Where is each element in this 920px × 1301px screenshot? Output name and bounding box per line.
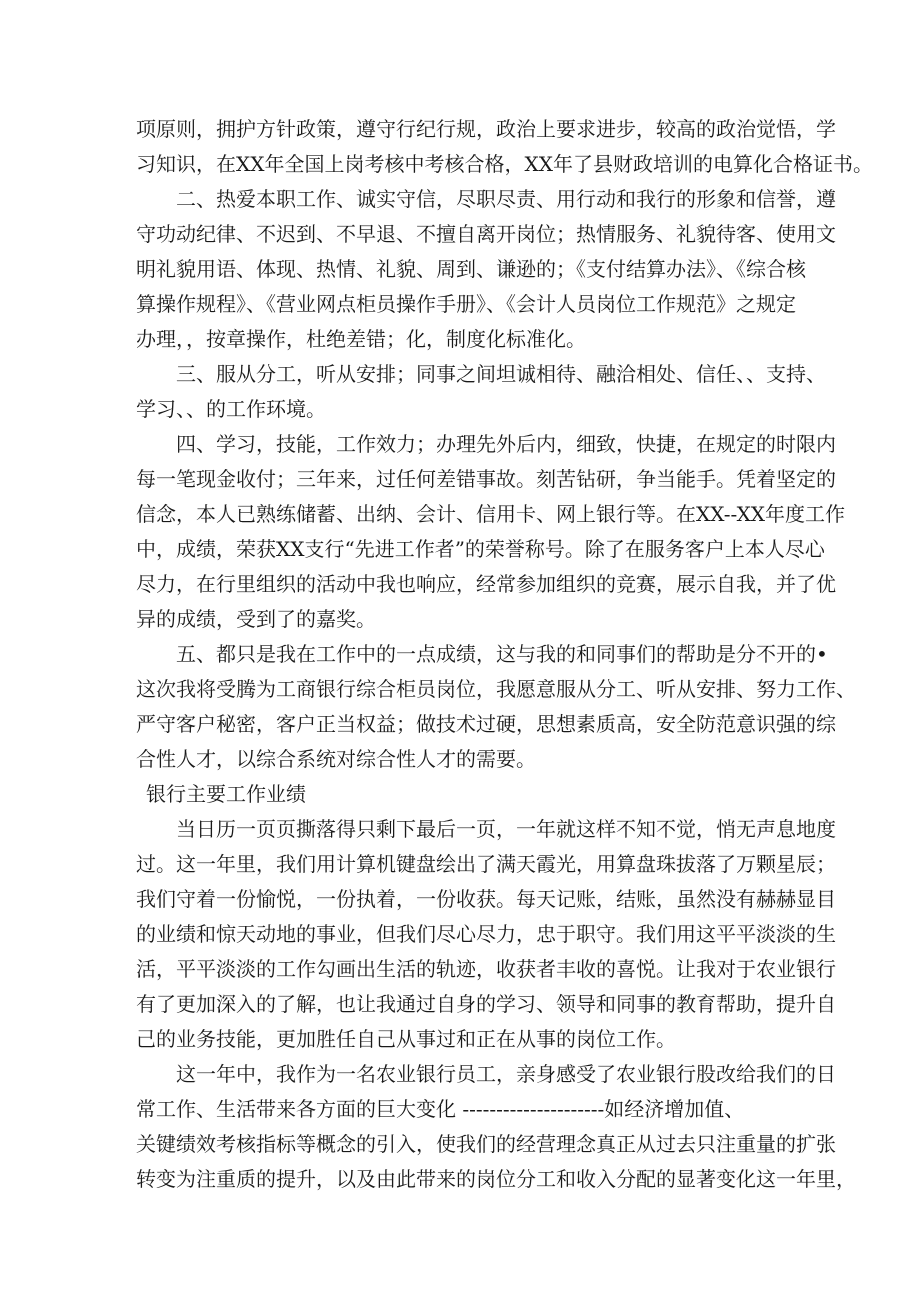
text-line: 活，平平淡淡的工作勾画出生活的轨迹，收获者丰收的喜悦。让我对于农业银行 xyxy=(136,957,836,981)
paragraph-start: 这一年中，我作为一名农业银行员工，亲身感受了农业银行股改给我们的日 xyxy=(176,1062,836,1086)
text-line: 合性人才，以综合系统对综合性人才的需要。 xyxy=(136,747,536,771)
section-heading: 银行主要工作业绩 xyxy=(146,782,306,806)
text-line: 信念，本人已熟练储蓄、出纳、会计、信用卡、网上银行等。在XX--XX年度工作 xyxy=(136,502,846,526)
text-line: 办理，，按章操作，杜绝差错；化，制度化标准化。 xyxy=(136,327,586,351)
text-line: 严守客户秘密，客户正当权益；做技术过硬，思想素质高，安全防范意识强的综 xyxy=(136,712,836,736)
text-line: 有了更加深入的了解，也让我通过自身的学习、领导和同事的教育帮助，提升自 xyxy=(136,992,836,1016)
paragraph-start: 四、学习，技能，工作效力；办理先外后内，细致，快捷，在规定的时限内 xyxy=(176,432,836,456)
text-line: 我们守着一份愉悦，一份执着，一份收获。每天记账，结账，虽然没有赫赫显目 xyxy=(136,887,836,911)
text-line: 常工作、生活带来各方面的巨大变化 ---------------------如经济增加值、 xyxy=(136,1097,745,1121)
paragraph-start: 当日历一页页撕落得只剩下最后一页，一年就这样不知不觉，悄无声息地度 xyxy=(176,817,836,841)
text-line: 算操作规程》、《营业网点柜员操作手册》、《会计人员岗位工作规范》之规定 xyxy=(136,292,796,316)
text-line: 过。这一年里，我们用计算机键盘绘出了满天霞光，用算盘珠拔落了万颗星辰； xyxy=(136,852,836,876)
paragraph-start: 二、热爱本职工作、诚实守信，尽职尽责、用行动和我行的形象和信誉，遵 xyxy=(176,187,836,211)
text-line: 中，成绩，荣获XX支行“先进工作者”的荣誉称号。除了在服务客户上本人尽心 xyxy=(136,537,825,561)
paragraph-start: 三、服从分工，听从安排；同事之间坦诚相待、融洽相处、信任、、支持、 xyxy=(176,362,826,386)
text-line: 项原则，拥护方针政策，遵守行纪行规，政治上要求进步，较高的政治觉悟，学 xyxy=(136,117,836,141)
text-line: 转变为注重质的提升，以及由此带来的岗位分工和收入分配的显著变化这一年里， xyxy=(136,1167,856,1191)
text-line: 异的成绩，受到了的嘉奖。 xyxy=(136,607,376,631)
text-line: 这次我将受腾为工商银行综合柜员岗位，我愿意服从分工、听从安排、努力工作、 xyxy=(136,677,856,701)
text-line: 己的业务技能，更加胜任自己从事过和正在从事的岗位工作。 xyxy=(136,1027,676,1051)
text-line: 习知识，在XX年全国上岗考核中考核合格，XX年了县财政培训的电算化合格证书。 xyxy=(136,152,873,176)
paragraph-start: 五、都只是我在工作中的一点成绩，这与我的和同事们的帮助是分不开的• xyxy=(176,642,828,666)
text-line: 每一笔现金收付；三年来，过任何差错事故。刻苦钻研，争当能手。凭着坚定的 xyxy=(136,467,836,491)
text-line: 尽力，在行里组织的活动中我也响应，经常参加组织的竞赛，展示自我，并了优 xyxy=(136,572,836,596)
text-line: 学习、、的工作环境。 xyxy=(136,397,326,421)
text-line: 明礼貌用语、体现、热情、礼貌、周到、谦逊的；《支付结算办法》、《综合核 xyxy=(136,257,806,281)
text-line: 守功动纪律、不迟到、不早退、不擅自离开岗位；热情服务、礼貌待客、使用文 xyxy=(136,222,836,246)
text-line: 的业绩和惊天动地的事业，但我们尽心尽力，忠于职守。我们用这平平淡淡的生 xyxy=(136,922,836,946)
text-line: 关键绩效考核指标等概念的引入，使我们的经营理念真正从过去只注重量的扩张 xyxy=(136,1132,836,1156)
